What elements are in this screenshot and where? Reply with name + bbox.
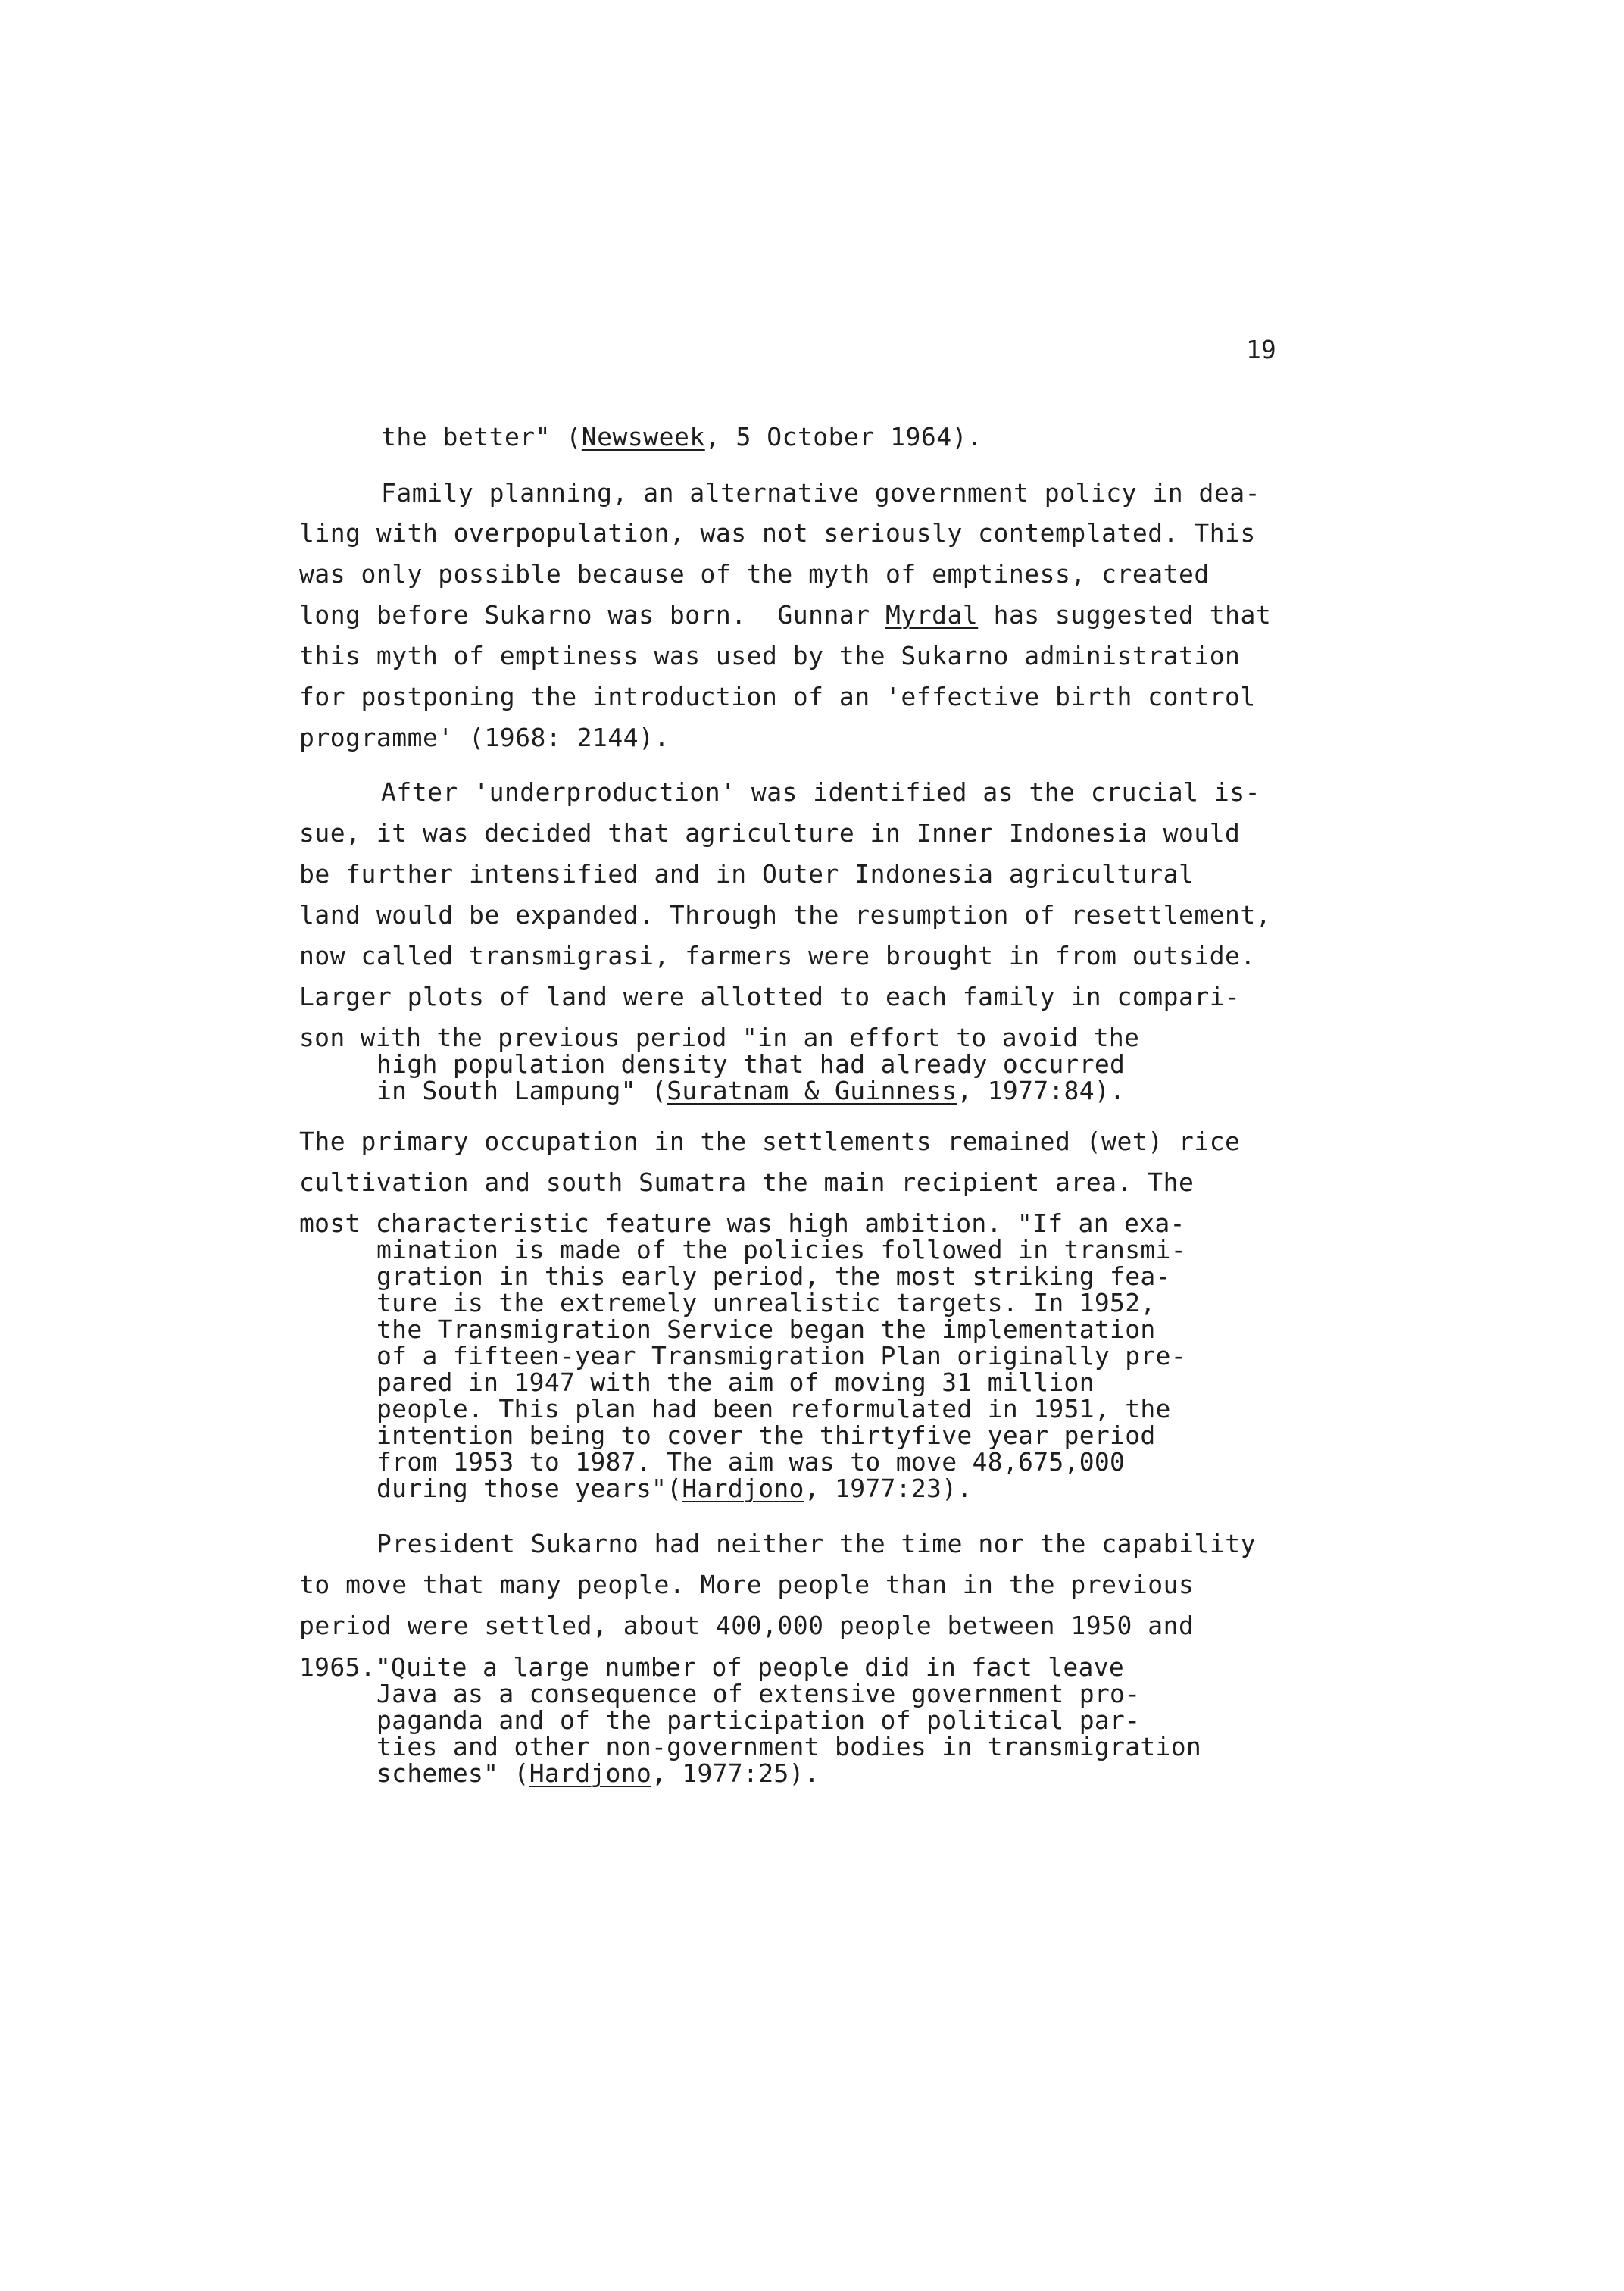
- text-line: [376, 1237, 1186, 1262]
- text-run: 1965."Quite a large number of people did in fact leave: [299, 1652, 1125, 1682]
- text-line: [376, 1261, 1171, 1291]
- underlined-citation: Hardjono: [682, 1474, 804, 1503]
- text-line: [299, 1613, 1194, 1638]
- text-run: the better" (: [381, 422, 582, 452]
- text-run: The primary occupation in the settlements remained (wet) rice: [299, 1127, 1241, 1156]
- text-run: son with the previous period "in an effort to avoid the: [299, 1023, 1140, 1052]
- text-line: [299, 984, 1240, 1009]
- text-line: [299, 518, 1256, 548]
- text-run: was only possible because of the myth of emptiness, created: [299, 559, 1210, 589]
- text-run: , 1977:84).: [957, 1076, 1126, 1105]
- text-line: [376, 1078, 1125, 1103]
- text-run: After 'underproduction' was identified as the crucial is-: [381, 777, 1260, 807]
- text-line: [299, 900, 1272, 930]
- text-line: [376, 1531, 1256, 1556]
- text-line: [376, 1705, 1141, 1735]
- text-line: [299, 1572, 1194, 1597]
- text-line: [299, 684, 1256, 709]
- text-run: ture is the extremely unrealistic targets. In 1952,: [376, 1288, 1156, 1317]
- text-run: period were settled, about 400,000 people between 1950 and: [299, 1611, 1195, 1640]
- text-run: cultivation and south Sumatra the main recipient area. The: [299, 1167, 1195, 1197]
- text-line: [299, 1129, 1240, 1154]
- text-run: , 5 October 1964).: [704, 422, 983, 452]
- text-line: [381, 422, 983, 452]
- text-line: [299, 1652, 1125, 1682]
- text-run: pared in 1947 with the aim of moving 31 million: [376, 1367, 1095, 1397]
- text-run: during those years"(: [376, 1474, 682, 1503]
- text-run: programme' (1968: 2144).: [299, 723, 670, 752]
- text-run: people. This plan had been reformulated in 1951, the: [376, 1394, 1171, 1424]
- text-run: most characteristic feature was high ambition. "If an exa-: [299, 1208, 1185, 1238]
- text-run: the Transmigration Service began the implementation: [376, 1314, 1156, 1344]
- text-line: [376, 1423, 1156, 1448]
- text-run: from 1953 to 1987. The aim was to move 48,675,000: [376, 1447, 1126, 1477]
- text-run: gration in this early period, the most striking fea-: [376, 1261, 1171, 1291]
- underlined-citation: Myrdal: [885, 600, 979, 630]
- text-line: [299, 1208, 1185, 1238]
- text-run: ling with overpopulation, was not seriously contemplated. This: [299, 518, 1256, 548]
- text-run: intention being to cover the thirtyfive year period: [376, 1421, 1156, 1450]
- text-run: of a fifteen-year Transmigration Plan originally pre-: [376, 1341, 1186, 1371]
- text-run: be further intensified and in Outer Indonesia agricultural: [299, 859, 1195, 889]
- text-run: Larger plots of land were allotted to each family in compari-: [299, 982, 1241, 1011]
- text-run: land would be expanded. Through the resumption of resettlement,: [299, 900, 1272, 930]
- text-line: [299, 818, 1241, 848]
- text-line: [299, 725, 670, 750]
- text-line: [376, 1290, 1156, 1315]
- text-line: [381, 478, 1260, 508]
- text-line: [376, 1394, 1171, 1424]
- text-run: paganda and of the participation of political par-: [376, 1705, 1141, 1735]
- text-run: for postponing the introduction of an 'effective birth control: [299, 682, 1256, 711]
- text-line: [299, 1167, 1195, 1197]
- text-run: President Sukarno had neither the time nor the capability: [376, 1529, 1256, 1558]
- text-run: now called transmigrasi, farmers were brought in from outside.: [299, 941, 1256, 970]
- text-run: ties and other non-government bodies in transmigration: [376, 1732, 1202, 1761]
- page-number: 19: [1246, 335, 1276, 364]
- text-line: [376, 1367, 1095, 1397]
- text-line: [376, 1681, 1140, 1706]
- text-line: [299, 559, 1210, 589]
- text-line: [376, 1341, 1186, 1371]
- text-line: [299, 943, 1256, 968]
- text-run: this myth of emptiness was used by the Sukarno administration: [299, 641, 1241, 670]
- text-run: to move that many people. More people than in the previous: [299, 1570, 1195, 1599]
- text-run: high population density that had already occurred: [376, 1049, 1126, 1079]
- text-run: has suggested that: [978, 600, 1272, 630]
- text-line: [376, 1049, 1126, 1079]
- text-run: , 1977:25).: [651, 1758, 820, 1788]
- text-line: [299, 643, 1240, 668]
- text-run: mination is made of the policies followed in transmi-: [376, 1235, 1186, 1264]
- underlined-citation: Suratnam & Guinness: [667, 1076, 957, 1105]
- text-line: [299, 600, 1272, 630]
- text-run: sue, it was decided that agriculture in Inner Indonesia would: [299, 818, 1241, 848]
- text-run: , 1977:23).: [804, 1474, 973, 1503]
- text-line: [376, 1447, 1126, 1477]
- text-run: schemes" (: [376, 1758, 529, 1788]
- text-line: [381, 777, 1260, 807]
- text-line: [376, 1734, 1201, 1759]
- text-run: Java as a consequence of extensive government pro-: [376, 1679, 1141, 1708]
- text-line: [376, 1314, 1156, 1344]
- underlined-citation: Hardjono: [529, 1758, 652, 1788]
- text-run: in South Lampung" (: [376, 1076, 667, 1105]
- underlined-citation: Newsweek: [581, 422, 705, 452]
- text-run: Family planning, an alternative government policy in dea-: [381, 478, 1260, 508]
- text-line: [299, 859, 1195, 889]
- text-line: [376, 1476, 973, 1501]
- text-line: [376, 1758, 820, 1788]
- text-run: long before Sukarno was born. Gunnar: [299, 600, 885, 630]
- text-line: [299, 1025, 1139, 1050]
